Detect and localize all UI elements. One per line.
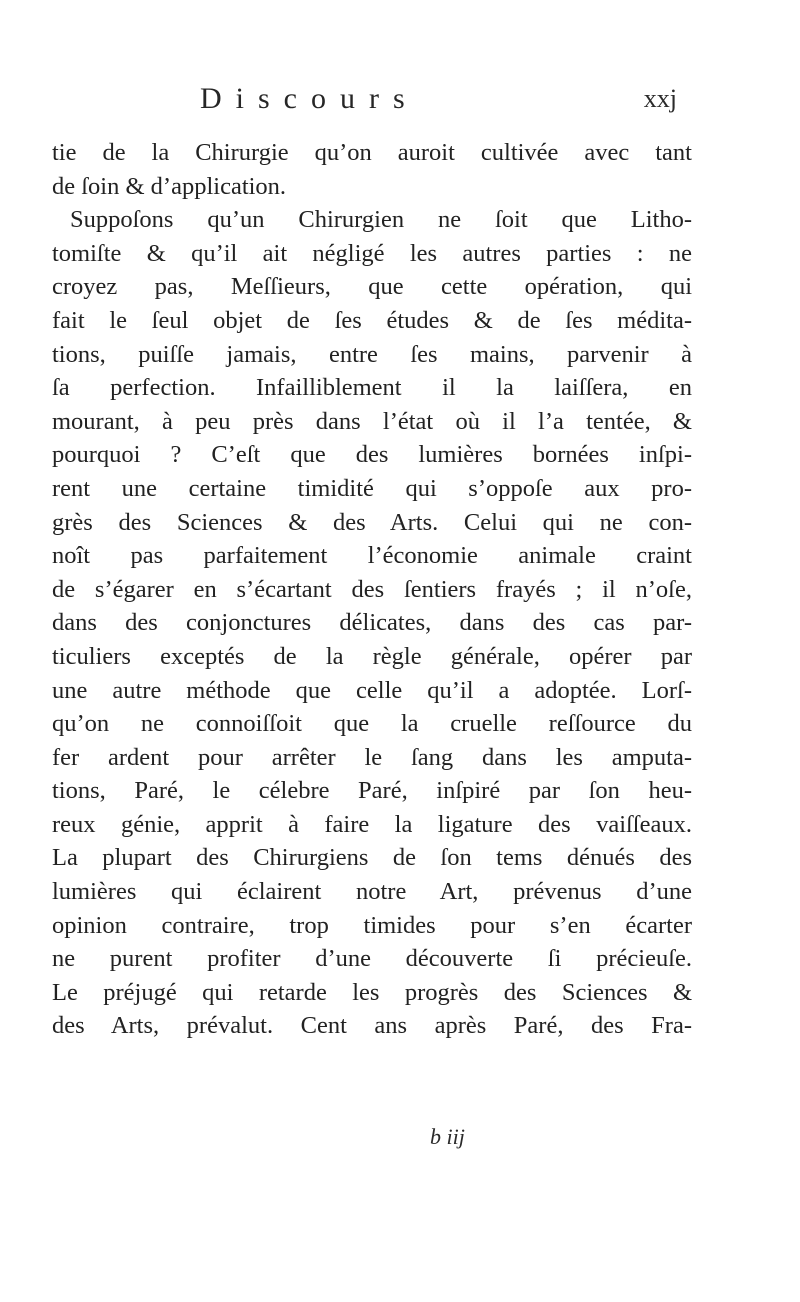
text-line: des Arts, prévalut. Cent ans après Paré, des Fra- <box>52 1012 692 1040</box>
text-line: qu’on ne connoiſſoit que la cruelle reſſource du <box>52 710 692 738</box>
text-line: ticuliers exceptés de la règle générale, opérer par <box>52 642 692 670</box>
text-line: opinion contraire, trop timides pour s’en écarter <box>52 911 692 939</box>
text-line: rent une certaine timidité qui s’oppoſe aux pro- <box>52 474 692 502</box>
text-line: pourquoi ? C’eſt que des lumières bornées inſpi- <box>52 441 692 469</box>
text-line: tomiſte & qu’il ait négligé les autres parties : ne <box>52 239 692 267</box>
text-line: tions, puiſſe jamais, entre ſes mains, parvenir à <box>52 340 692 368</box>
text-line: dans des conjonctures délicates, dans des cas par- <box>52 609 692 637</box>
text-line: tions, Paré, le célebre Paré, inſpiré par ſon heu- <box>52 777 692 805</box>
page-header <box>0 82 800 122</box>
text-line: Suppoſons qu’un Chirurgien ne ſoit que Litho- <box>70 206 692 234</box>
page-number: xxj <box>643 84 677 113</box>
text-line: La plupart des Chirurgiens de ſon tems dénués des <box>52 844 692 872</box>
running-title: Discours <box>200 82 419 115</box>
body-text <box>52 136 692 1043</box>
text-line: fait le ſeul objet de ſes études & de ſes médita- <box>52 306 692 334</box>
text-line: ſa perfection. Infailliblement il la laiſſera, en <box>52 374 692 402</box>
text-line: tie de la Chirurgie qu’on auroit cultivée avec tant <box>52 139 692 166</box>
signature-mark: b iij <box>430 1124 465 1149</box>
text-line: reux génie, apprit à faire la ligature des vaiſſeaux. <box>52 810 692 838</box>
text-line: de ſoin & d’application. <box>52 172 287 200</box>
text-line: noît pas parfaitement l’économie animale craint <box>52 542 692 570</box>
text-line: Le préjugé qui retarde les progrès des Sciences & <box>52 978 692 1006</box>
text-line: lumières qui éclairent notre Art, prévenus d’une <box>52 878 692 906</box>
text-line: croyez pas, Meſſieurs, que cette opération, qui <box>52 273 692 301</box>
text-line: de s’égarer en s’écartant des ſentiers frayés ; il n’oſe, <box>52 575 692 603</box>
text-line: ne purent profiter d’une découverte ſi précieuſe. <box>52 945 692 973</box>
text-line: fer ardent pour arrêter le ſang dans les amputa- <box>52 743 692 771</box>
text-line: une autre méthode que celle qu’il a adoptée. Lorſ- <box>52 676 692 704</box>
text-line: mourant, à peu près dans l’état où il l’a tentée, & <box>52 407 692 435</box>
text-line: grès des Sciences & des Arts. Celui qui ne con- <box>52 508 692 536</box>
